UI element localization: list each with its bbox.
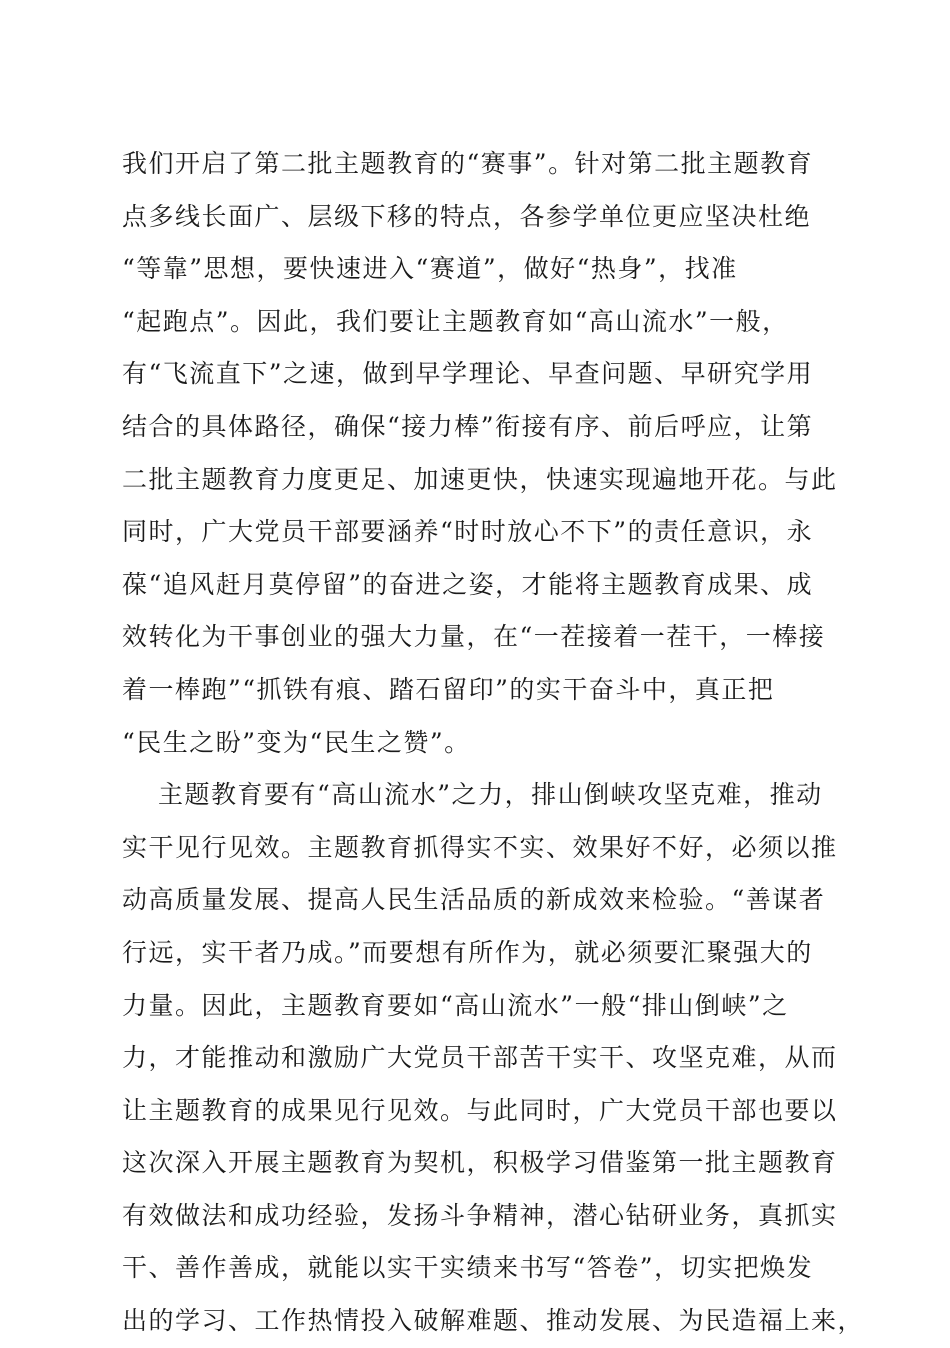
paragraph-line: 葆“追风赶月莫停留”的奋进之姿，才能将主题教育成果、成 <box>122 569 814 599</box>
paragraph-line: 二批主题教育力度更足、加速更快，快速实现遍地开花。与此 <box>122 464 838 494</box>
paragraph-line: 点多线长面广、层级下移的特点，各参学单位更应坚决杜绝 <box>122 201 812 231</box>
paragraph-line: 这次深入开展主题教育为契机，积极学习借鉴第一批主题教育 <box>122 1148 838 1178</box>
paragraph-line: “等靠”思想，要快速进入“赛道”，做好“热身”，找准 <box>122 254 738 284</box>
paragraph-line: 结合的具体路径，确保“接力棒”衔接有序、前后呼应，让第 <box>122 411 814 441</box>
paragraph-line: 动高质量发展、提高人民生活品质的新成效来检验。“善谋者 <box>122 885 826 915</box>
paragraph-line: 实干见行见效。主题教育抓得实不实、效果好不好，必须以推 <box>122 832 838 862</box>
paragraph-line: 主题教育要有“高山流水”之力，排山倒峡攻坚克难，推动 <box>158 780 823 810</box>
paragraph-line: 出的学习、工作热情投入破解难题、推动发展、为民造福上来， <box>122 1306 865 1336</box>
paragraph-line: 让主题教育的成果见行见效。与此同时，广大党员干部也要以 <box>122 1095 838 1125</box>
paragraph-line: 力量。因此，主题教育要如“高山流水”一般“排山倒峡”之 <box>122 990 789 1020</box>
paragraph-line: 着一棒跑”“抓铁有痕、踏石留印”的实干奋斗中，真正把 <box>122 674 775 704</box>
paragraph-line: “起跑点”。因此，我们要让主题教育如“高山流水”一般， <box>122 306 789 336</box>
paragraph-line: 行远，实干者乃成。”而要想有所作为，就必须要汇聚强大的 <box>122 937 813 967</box>
paragraph-line: 干、善作善成，就能以实干实绩来书写“答卷”，切实把焕发 <box>122 1253 814 1283</box>
paragraph-line: 效转化为干事创业的强大力量，在“一茬接着一茬干，一棒接 <box>122 622 826 652</box>
paragraph-line: 有效做法和成功经验，发扬斗争精神，潜心钻研业务，真抓实 <box>122 1200 838 1230</box>
paragraph-line: 力，才能推动和激励广大党员干部苦干实干、攻坚克难，从而 <box>122 1043 838 1073</box>
paragraph-line: 同时，广大党员干部要涵养“时时放心不下”的责任意识，永 <box>122 517 814 547</box>
paragraph-line: “民生之盼”变为“民生之赞”。 <box>122 727 471 757</box>
paragraph-1 <box>122 138 838 769</box>
paragraph-2 <box>122 769 865 1348</box>
paragraph-line: 我们开启了第二批主题教育的“赛事”。针对第二批主题教育 <box>122 149 814 178</box>
paragraph-line: 有“飞流直下”之速，做到早学理论、早查问题、早研究学用 <box>122 359 814 389</box>
document-body <box>122 138 865 1348</box>
